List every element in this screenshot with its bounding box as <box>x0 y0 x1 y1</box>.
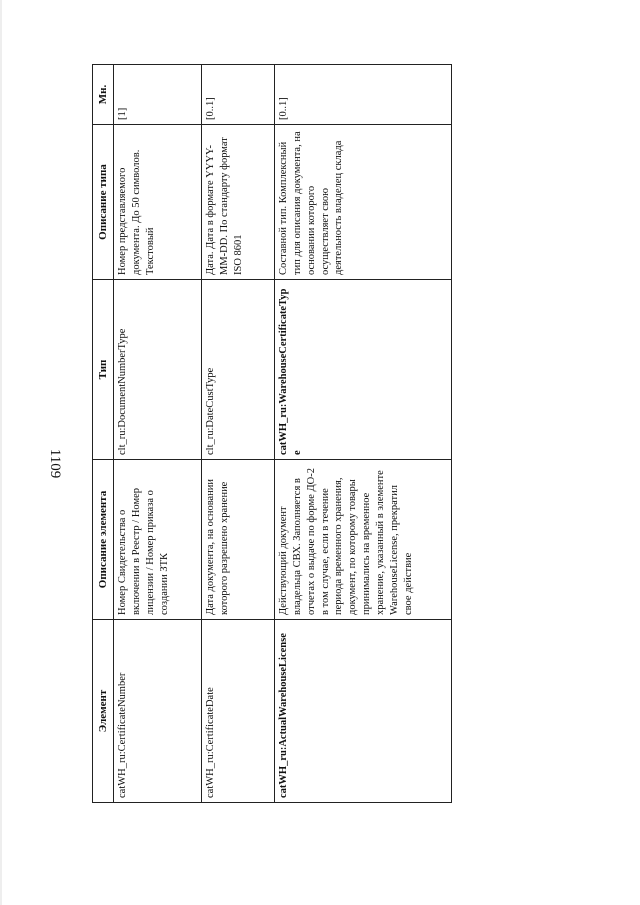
header-element: Элемент <box>93 620 114 803</box>
cell-type-desc: Номер представляемого документа. До 50 символов. Текстовый <box>114 125 202 280</box>
header-type: Тип <box>93 280 114 460</box>
cell-element-desc: Номер Свидетельства о включении в Реестр / Номер лицензии / Номер приказа о создании ЗТК <box>114 460 202 620</box>
cell-mult: [0..1] <box>275 65 452 125</box>
cell-element: catWH_ru:CertificateNumber <box>114 620 202 803</box>
cell-type-desc: Дата. Дата в формате YYYY-MM-DD. По стандарту формат ISO 8601 <box>202 125 275 280</box>
cell-mult: [1] <box>114 65 202 125</box>
cell-type: catWH_ru:WarehouseCertificateType <box>275 280 452 460</box>
cell-type-desc: Составной тип. Комплексный тип для описания документа, на основании которого осуществляет свою деятельность владелец склада <box>275 125 452 280</box>
header-mult: Мн. <box>93 65 114 125</box>
cell-type: clt_ru:DocumentNumberType <box>114 280 202 460</box>
page-number: 1109 <box>47 448 64 479</box>
rotated-table-wrapper <box>92 65 414 803</box>
scan-edge <box>0 0 2 905</box>
cell-type: clt_ru:DateCustType <box>202 280 275 460</box>
table-row <box>202 65 275 803</box>
cell-element: catWH_ru:ActualWarehouseLicense <box>275 620 452 803</box>
table-header-row <box>93 65 114 803</box>
elements-table <box>92 64 452 803</box>
cell-mult: [0..1] <box>202 65 275 125</box>
table-row <box>114 65 202 803</box>
table-row <box>275 65 452 803</box>
header-type-desc: Описание типа <box>93 125 114 280</box>
cell-element-desc: Действующий документ владельца СВХ. Заполняется в отчетах о выдаче по форме ДО-2 в том случае, если в течение периода временного хранения, документ, по которому товары принимались на временное хранение, указанный в элементе WarehouseLicense, прекратил свое действие <box>275 460 452 620</box>
cell-element-desc: Дата документа, на основании которого разрешено хранение <box>202 460 275 620</box>
cell-element: catWH_ru:CertificateDate <box>202 620 275 803</box>
header-element-desc: Описание элемента <box>93 460 114 620</box>
